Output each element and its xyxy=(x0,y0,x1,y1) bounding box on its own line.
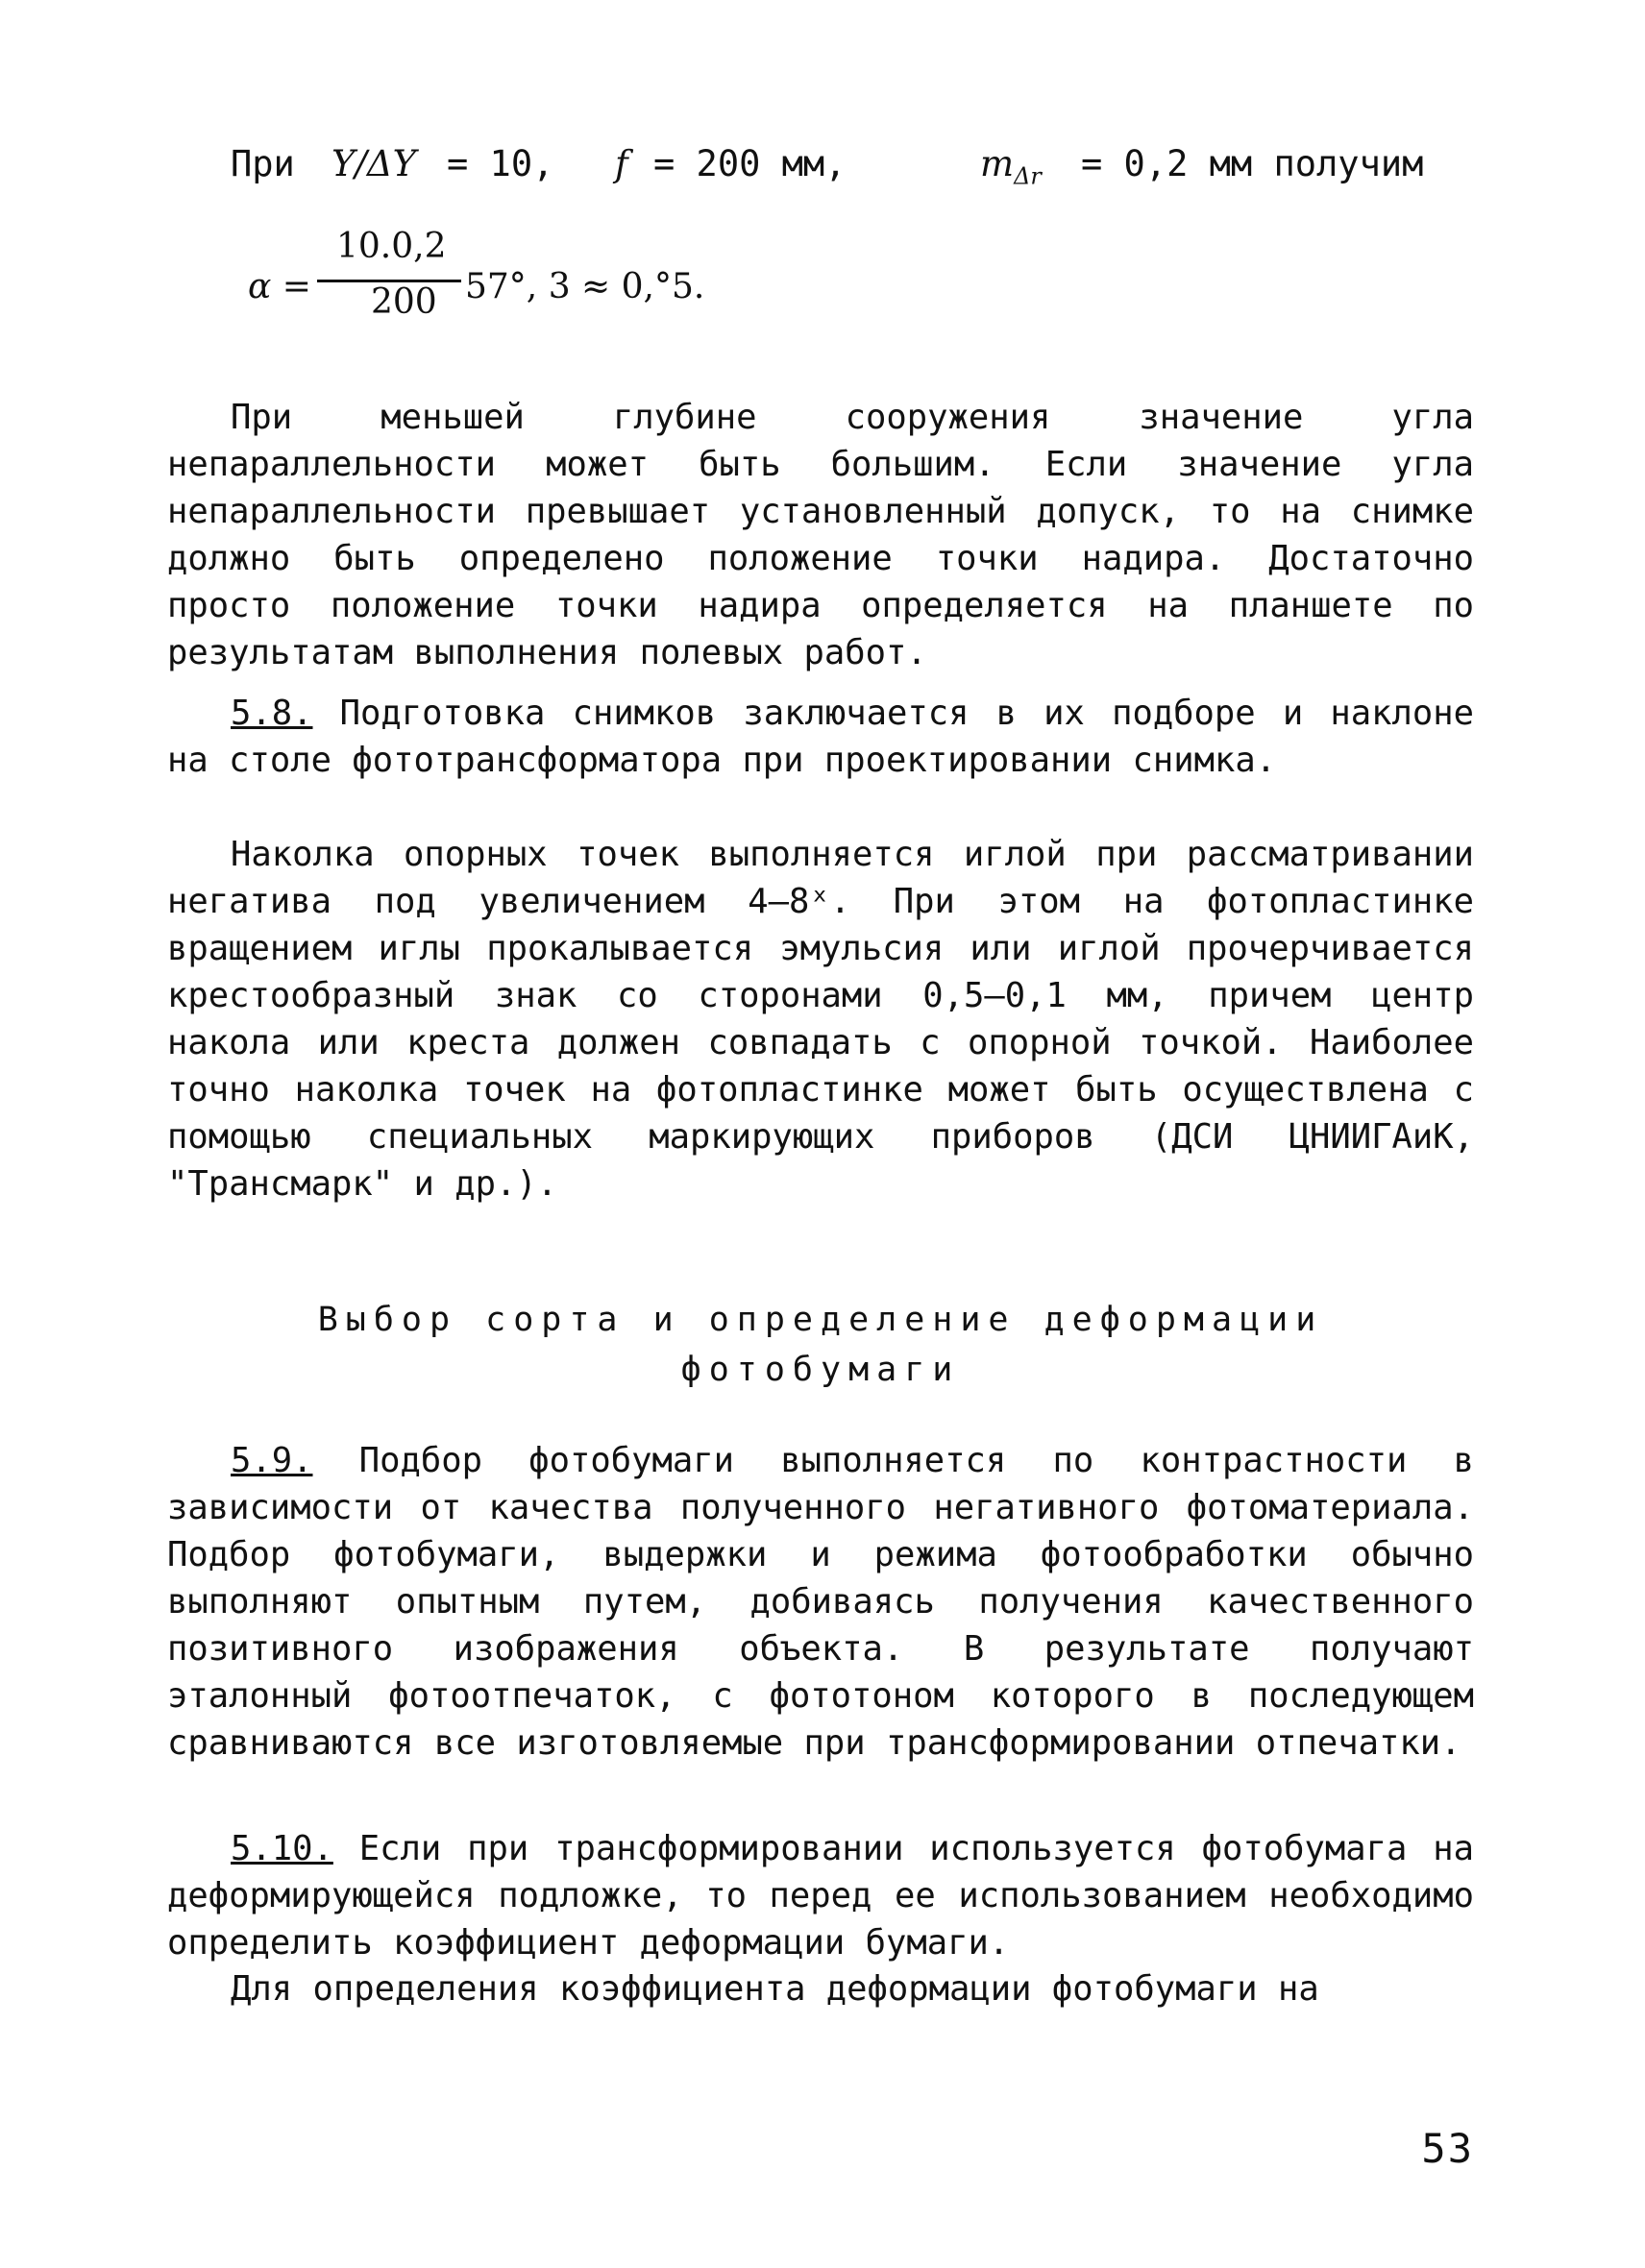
formula-f-value: = 200 мм, xyxy=(653,143,847,184)
paragraph-text: Наколка опорных точек выполняется иглой при рассматривании негатива под увеличением 4–8ˣ. При этом на фотопластинке вращением иглы прокалывается эмульсия или иглой прочерчивается крестообразный знак со сторонами 0,5–0,1 мм, причем центр накола или креста должен совпадать с опорной точкой. Наиболее точно наколка точек на фотопластинке может быть осуществлена с помощью специальных маркирующих приборов (ДСИ ЦНИИГАиК, "Трансмарк" и др.). xyxy=(167,835,1474,1204)
section-number: 5.10. xyxy=(231,1829,333,1868)
heading-line-2: фотобумаги xyxy=(680,1351,961,1389)
paragraph-deformation xyxy=(167,1965,1474,2012)
section-heading xyxy=(167,1295,1474,1395)
formula-result: 57°, 3 ≈ 0,°5. xyxy=(465,267,705,306)
formula-m-symbol xyxy=(980,140,1042,200)
alpha-lhs: α = xyxy=(248,267,311,306)
fraction-numerator: 10.0,2 xyxy=(336,227,447,266)
formula-ratio-value: = 10, xyxy=(447,143,554,184)
formula-prefix: При xyxy=(231,143,295,184)
paragraph-pricking xyxy=(167,831,1474,1207)
m-subscript: Δr xyxy=(1014,162,1042,190)
section-number: 5.8. xyxy=(231,694,313,733)
page-number: 53 xyxy=(1421,2125,1474,2172)
paragraph-text: Подбор фотобумаги выполняется по контрастности в зависимости от качества полученного негативного фотоматериала. Подбор фотобумаги, выдержки и режима фотообработки обычно выполняют опытным путем, добиваясь получения качественного позитивного изображения объекта. В результате получают эталонный фотоотпечаток, с фототоном которого в последующем сравниваются все изготовляемые при трансформировании отпечатки. xyxy=(167,1441,1474,1763)
heading-line-1: Выбор сорта и определение деформации xyxy=(317,1301,1324,1339)
paragraph-5-9 xyxy=(167,1437,1474,1767)
paragraph-text: Для определения коэффициента деформации фотобумаги на xyxy=(231,1969,1319,2009)
formula-f-symbol: f xyxy=(615,143,628,184)
fraction-denominator: 200 xyxy=(371,282,437,322)
paragraph-5-8 xyxy=(167,690,1474,784)
section-number: 5.9. xyxy=(231,1441,313,1480)
paragraph-text: Если при трансформировании используется фотобумага на деформирующейся подложке, то перед ее использованием необходимо определить коэффициент деформации бумаги. xyxy=(167,1829,1474,1963)
paragraph-text: При меньшей глубине сооружения значение угла непараллельности может быть большим. Если значение угла непараллельности превышает установленный допуск, то на снимке должно быть определено положение точки надира. Достаточно просто положение точки надира определяется на планшете по результатам выполнения полевых работ. xyxy=(167,398,1474,672)
paragraph-5-10 xyxy=(167,1825,1474,1966)
paragraph-text: Подготовка снимков заключается в их подборе и наклоне на столе фототрансформатора при проектировании снимка. xyxy=(167,694,1474,780)
formula-m-value: = 0,2 мм получим xyxy=(1081,143,1424,184)
paragraph-depth xyxy=(167,394,1474,676)
formula-ratio: Y/ΔY xyxy=(331,143,417,184)
m-symbol: m xyxy=(980,143,1015,184)
